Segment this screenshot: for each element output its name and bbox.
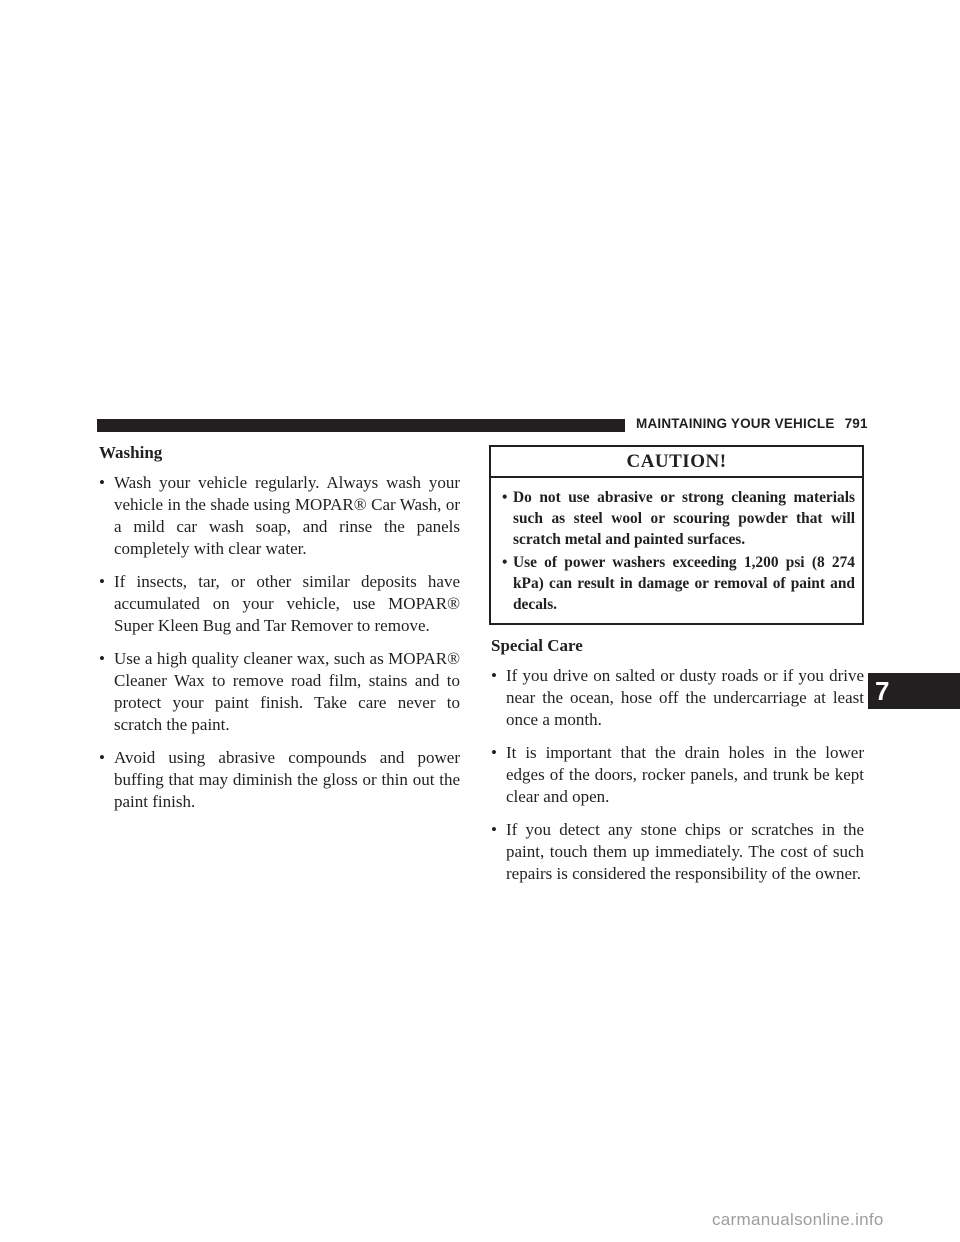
bullet-icon: • (99, 572, 105, 591)
special-care-heading: Special Care (491, 636, 583, 655)
list-item-text: Do not use abrasive or strong cleaning materials such as steel wool or scouring powder that will scratch metal and painted surfaces. (513, 489, 855, 548)
list-item-text: If you drive on salted or dusty roads or if you drive near the ocean, hose off the undercarriage at least once a month. (506, 666, 864, 729)
list-item (97, 472, 460, 560)
bullet-icon: • (99, 748, 105, 767)
washing-list (97, 472, 460, 813)
section-title: MAINTAINING YOUR VEHICLE (636, 416, 835, 431)
watermark: carmanualsonline.info (712, 1210, 884, 1229)
bullet-icon: • (491, 743, 497, 762)
bullet-icon: • (491, 666, 497, 685)
bullet-icon: • (99, 473, 105, 492)
caution-list (491, 478, 862, 623)
list-item (97, 747, 460, 813)
list-item (489, 742, 864, 808)
special-care-list (489, 665, 864, 885)
washing-heading: Washing (99, 443, 163, 462)
list-item (97, 571, 460, 637)
list-item-text: Use of power washers exceeding 1,200 psi (8 274 kPa) can result in damage or removal of paint and decals. (513, 554, 855, 613)
bullet-icon: • (491, 820, 497, 839)
list-item-text: Use a high quality cleaner wax, such as MOPAR® Cleaner Wax to remove road film, stains and to protect your paint finish. Take care never to scratch the paint. (114, 649, 460, 734)
caution-box (489, 445, 864, 625)
list-item-text: It is important that the drain holes in the lower edges of the doors, rocker panels, and trunk be kept clear and open. (506, 743, 864, 806)
list-item-text: If you detect any stone chips or scratches in the paint, touch them up immediately. The cost of such repairs is considered the responsibility of the owner. (506, 820, 864, 883)
running-head (636, 416, 868, 431)
bullet-icon: • (99, 649, 105, 668)
list-item (489, 665, 864, 731)
list-item (97, 648, 460, 736)
left-column (97, 442, 460, 824)
list-item-text: If insects, tar, or other similar deposits have accumulated on your vehicle, use MOPAR® Super Kleen Bug and Tar Remover to remove. (114, 572, 460, 635)
bullet-icon: • (502, 489, 508, 506)
header-rule (97, 419, 625, 432)
chapter-tab: 7 (868, 673, 960, 709)
bullet-icon: • (502, 554, 508, 571)
list-item (489, 819, 864, 885)
page-number: 791 (844, 416, 868, 431)
list-item (502, 487, 855, 550)
list-item-text: Wash your vehicle regularly. Always wash your vehicle in the shade using MOPAR® Car Wash, or a mild car wash soap, and rinse the panels completely with clear water. (114, 473, 460, 558)
right-column (489, 445, 864, 896)
list-item-text: Avoid using abrasive compounds and power buffing that may diminish the gloss or thin out the paint finish. (114, 748, 460, 811)
caution-title: CAUTION! (491, 447, 862, 478)
list-item (502, 552, 855, 615)
